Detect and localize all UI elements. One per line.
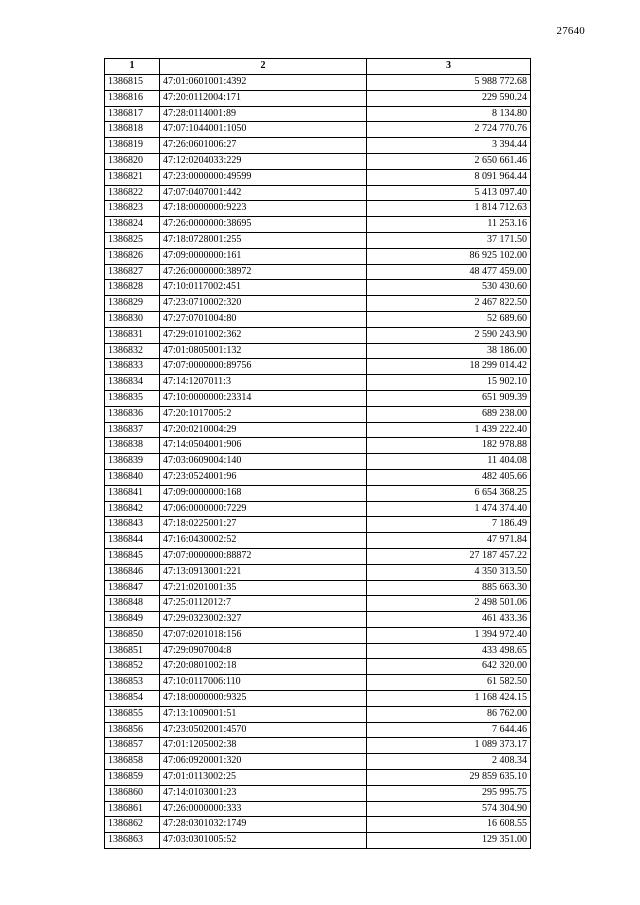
table-row — [105, 596, 531, 612]
cadastral-value-cell: 11 404.08 — [367, 454, 531, 470]
row-number-cell: 1386854 — [105, 691, 160, 707]
cadastral-number-cell: 47:01:1205002:38 — [160, 738, 367, 754]
row-number-cell: 1386831 — [105, 327, 160, 343]
cadastral-number-cell: 47:18:0000000:9223 — [160, 201, 367, 217]
header-row — [105, 59, 531, 75]
cadastral-value-cell: 2 724 770.76 — [367, 122, 531, 138]
cadastral-number-cell: 47:07:0000000:89756 — [160, 359, 367, 375]
table-row — [105, 311, 531, 327]
table-row — [105, 454, 531, 470]
cadastral-value-cell: 2 408.34 — [367, 754, 531, 770]
row-number-cell: 1386830 — [105, 311, 160, 327]
row-number-cell: 1386829 — [105, 296, 160, 312]
cadastral-value-cell: 8 134.80 — [367, 106, 531, 122]
cadastral-value-cell: 38 186.00 — [367, 343, 531, 359]
row-number-cell: 1386827 — [105, 264, 160, 280]
table-row — [105, 754, 531, 770]
cadastral-number-cell: 47:29:0907004:8 — [160, 643, 367, 659]
table-row — [105, 375, 531, 391]
table-row — [105, 501, 531, 517]
cadastral-number-cell: 47:06:0000000:7229 — [160, 501, 367, 517]
row-number-cell: 1386850 — [105, 627, 160, 643]
row-number-cell: 1386851 — [105, 643, 160, 659]
table-row — [105, 580, 531, 596]
cadastral-value-cell: 182 978.88 — [367, 438, 531, 454]
cadastral-value-cell: 61 582.50 — [367, 675, 531, 691]
table-row — [105, 485, 531, 501]
page-number: 27640 — [556, 25, 585, 37]
table-row — [105, 533, 531, 549]
row-number-cell: 1386844 — [105, 533, 160, 549]
cadastral-value-cell: 482 405.66 — [367, 469, 531, 485]
table-row — [105, 564, 531, 580]
cadastral-value-cell: 7 186.49 — [367, 517, 531, 533]
cadastral-value-cell: 48 477 459.00 — [367, 264, 531, 280]
row-number-cell: 1386824 — [105, 217, 160, 233]
cadastral-number-cell: 47:29:0323002:327 — [160, 612, 367, 628]
cadastral-number-cell: 47:20:0210004:29 — [160, 422, 367, 438]
row-number-cell: 1386853 — [105, 675, 160, 691]
table-row — [105, 327, 531, 343]
cadastral-number-cell: 47:26:0000000:38695 — [160, 217, 367, 233]
row-number-cell: 1386849 — [105, 612, 160, 628]
table-row — [105, 801, 531, 817]
table-row — [105, 548, 531, 564]
cadastral-number-cell: 47:13:1009001:51 — [160, 706, 367, 722]
table-row — [105, 627, 531, 643]
row-number-cell: 1386817 — [105, 106, 160, 122]
cadastral-number-cell: 47:14:0504001:906 — [160, 438, 367, 454]
cadastral-number-cell: 47:23:0000000:49599 — [160, 169, 367, 185]
table-row — [105, 185, 531, 201]
cadastral-number-cell: 47:20:0112004:171 — [160, 90, 367, 106]
cadastral-value-cell: 574 304.90 — [367, 801, 531, 817]
cadastral-number-cell: 47:13:0913001:221 — [160, 564, 367, 580]
cadastral-number-cell: 47:10:0000000:23314 — [160, 390, 367, 406]
row-number-cell: 1386861 — [105, 801, 160, 817]
table-row — [105, 106, 531, 122]
cadastral-value-cell: 11 253.16 — [367, 217, 531, 233]
cadastral-value-cell: 16 608.55 — [367, 817, 531, 833]
cadastral-value-cell: 651 909.39 — [367, 390, 531, 406]
cadastral-number-cell: 47:23:0524001:96 — [160, 469, 367, 485]
table-row — [105, 122, 531, 138]
cadastral-number-cell: 47:18:0000000:9325 — [160, 691, 367, 707]
column-header-1: 1 — [105, 59, 160, 75]
table-row — [105, 469, 531, 485]
cadastral-value-cell: 52 689.60 — [367, 311, 531, 327]
table-row — [105, 659, 531, 675]
cadastral-number-cell: 47:09:0000000:161 — [160, 248, 367, 264]
cadastral-value-cell: 530 430.60 — [367, 280, 531, 296]
cadastral-value-cell: 129 351.00 — [367, 833, 531, 849]
row-number-cell: 1386842 — [105, 501, 160, 517]
table-row — [105, 390, 531, 406]
table-row — [105, 517, 531, 533]
cadastral-value-cell: 18 299 014.42 — [367, 359, 531, 375]
row-number-cell: 1386840 — [105, 469, 160, 485]
cadastral-value-cell: 2 590 243.90 — [367, 327, 531, 343]
row-number-cell: 1386856 — [105, 722, 160, 738]
cadastral-number-cell: 47:01:0805001:132 — [160, 343, 367, 359]
cadastral-number-cell: 47:07:0407001:442 — [160, 185, 367, 201]
row-number-cell: 1386846 — [105, 564, 160, 580]
row-number-cell: 1386816 — [105, 90, 160, 106]
row-number-cell: 1386837 — [105, 422, 160, 438]
row-number-cell: 1386862 — [105, 817, 160, 833]
cadastral-value-cell: 433 498.65 — [367, 643, 531, 659]
cadastral-number-cell: 47:14:1207011:3 — [160, 375, 367, 391]
cadastral-number-cell: 47:23:0710002:320 — [160, 296, 367, 312]
row-number-cell: 1386859 — [105, 770, 160, 786]
row-number-cell: 1386836 — [105, 406, 160, 422]
row-number-cell: 1386847 — [105, 580, 160, 596]
cadastral-value-cell: 229 590.24 — [367, 90, 531, 106]
row-number-cell: 1386839 — [105, 454, 160, 470]
row-number-cell: 1386820 — [105, 153, 160, 169]
row-number-cell: 1386833 — [105, 359, 160, 375]
table-row — [105, 343, 531, 359]
cadastral-number-cell: 47:14:0103001:23 — [160, 785, 367, 801]
table-row — [105, 264, 531, 280]
row-number-cell: 1386855 — [105, 706, 160, 722]
cadastral-number-cell: 47:10:0117002:451 — [160, 280, 367, 296]
cadastral-number-cell: 47:01:0601001:4392 — [160, 75, 367, 91]
table-row — [105, 691, 531, 707]
table-row — [105, 248, 531, 264]
cadastral-value-cell: 8 091 964.44 — [367, 169, 531, 185]
cadastral-number-cell: 47:20:1017005:2 — [160, 406, 367, 422]
table-row — [105, 722, 531, 738]
column-header-3: 3 — [367, 59, 531, 75]
table-row — [105, 422, 531, 438]
cadastral-value-cell: 461 433.36 — [367, 612, 531, 628]
cadastral-number-cell: 47:26:0000000:38972 — [160, 264, 367, 280]
table-row — [105, 90, 531, 106]
row-number-cell: 1386819 — [105, 138, 160, 154]
cadastral-value-table — [104, 58, 531, 849]
table-row — [105, 438, 531, 454]
row-number-cell: 1386818 — [105, 122, 160, 138]
row-number-cell: 1386834 — [105, 375, 160, 391]
table-row — [105, 138, 531, 154]
cadastral-value-cell: 86 762.00 — [367, 706, 531, 722]
cadastral-value-cell: 689 238.00 — [367, 406, 531, 422]
cadastral-value-cell: 37 171.50 — [367, 232, 531, 248]
row-number-cell: 1386841 — [105, 485, 160, 501]
cadastral-value-cell: 1 814 712.63 — [367, 201, 531, 217]
row-number-cell: 1386860 — [105, 785, 160, 801]
table-row — [105, 612, 531, 628]
cadastral-number-cell: 47:29:0101002:362 — [160, 327, 367, 343]
cadastral-number-cell: 47:07:0201018:156 — [160, 627, 367, 643]
row-number-cell: 1386857 — [105, 738, 160, 754]
cadastral-value-cell: 1 439 222.40 — [367, 422, 531, 438]
cadastral-number-cell: 47:21:0201001:35 — [160, 580, 367, 596]
cadastral-number-cell: 47:18:0728001:255 — [160, 232, 367, 248]
row-number-cell: 1386821 — [105, 169, 160, 185]
cadastral-number-cell: 47:26:0601006:27 — [160, 138, 367, 154]
row-number-cell: 1386815 — [105, 75, 160, 91]
table-row — [105, 706, 531, 722]
row-number-cell: 1386832 — [105, 343, 160, 359]
table-row — [105, 153, 531, 169]
table-row — [105, 75, 531, 91]
table-row — [105, 817, 531, 833]
cadastral-value-cell: 47 971.84 — [367, 533, 531, 549]
cadastral-number-cell: 47:26:0000000:333 — [160, 801, 367, 817]
table-row — [105, 785, 531, 801]
cadastral-value-cell: 27 187 457.22 — [367, 548, 531, 564]
cadastral-number-cell: 47:23:0502001:4570 — [160, 722, 367, 738]
row-number-cell: 1386863 — [105, 833, 160, 849]
table-header — [105, 59, 531, 75]
cadastral-number-cell: 47:09:0000000:168 — [160, 485, 367, 501]
cadastral-value-cell: 1 089 373.17 — [367, 738, 531, 754]
cadastral-number-cell: 47:12:0204033:229 — [160, 153, 367, 169]
cadastral-number-cell: 47:25:0112012:7 — [160, 596, 367, 612]
row-number-cell: 1386826 — [105, 248, 160, 264]
cadastral-number-cell: 47:07:1044001:1050 — [160, 122, 367, 138]
cadastral-number-cell: 47:03:0301005:52 — [160, 833, 367, 849]
row-number-cell: 1386848 — [105, 596, 160, 612]
cadastral-number-cell: 47:28:0301032:1749 — [160, 817, 367, 833]
row-number-cell: 1386825 — [105, 232, 160, 248]
cadastral-value-cell: 5 988 772.68 — [367, 75, 531, 91]
row-number-cell: 1386858 — [105, 754, 160, 770]
row-number-cell: 1386828 — [105, 280, 160, 296]
table-row — [105, 296, 531, 312]
table-row — [105, 201, 531, 217]
cadastral-number-cell: 47:18:0225001:27 — [160, 517, 367, 533]
cadastral-number-cell: 47:28:0114001:89 — [160, 106, 367, 122]
cadastral-value-cell: 5 413 097.40 — [367, 185, 531, 201]
cadastral-value-cell: 1 394 972.40 — [367, 627, 531, 643]
cadastral-value-cell: 2 467 822.50 — [367, 296, 531, 312]
row-number-cell: 1386838 — [105, 438, 160, 454]
cadastral-number-cell: 47:27:0701004:80 — [160, 311, 367, 327]
row-number-cell: 1386845 — [105, 548, 160, 564]
cadastral-value-cell: 2 650 661.46 — [367, 153, 531, 169]
column-header-2: 2 — [160, 59, 367, 75]
cadastral-number-cell: 47:01:0113002:25 — [160, 770, 367, 786]
table-row — [105, 675, 531, 691]
cadastral-value-cell: 3 394.44 — [367, 138, 531, 154]
table-row — [105, 169, 531, 185]
table-row — [105, 770, 531, 786]
row-number-cell: 1386843 — [105, 517, 160, 533]
row-number-cell: 1386822 — [105, 185, 160, 201]
cadastral-value-cell: 295 995.75 — [367, 785, 531, 801]
row-number-cell: 1386835 — [105, 390, 160, 406]
cadastral-number-cell: 47:20:0801002:18 — [160, 659, 367, 675]
cadastral-number-cell: 47:07:0000000:88872 — [160, 548, 367, 564]
cadastral-value-cell: 86 925 102.00 — [367, 248, 531, 264]
table-row — [105, 217, 531, 233]
cadastral-value-cell: 15 902.10 — [367, 375, 531, 391]
cadastral-value-cell: 6 654 368.25 — [367, 485, 531, 501]
table-body — [105, 75, 531, 849]
table-row — [105, 406, 531, 422]
row-number-cell: 1386852 — [105, 659, 160, 675]
cadastral-value-cell: 2 498 501.06 — [367, 596, 531, 612]
cadastral-value-cell: 1 474 374.40 — [367, 501, 531, 517]
cadastral-value-cell: 29 859 635.10 — [367, 770, 531, 786]
table-row — [105, 833, 531, 849]
cadastral-value-cell: 1 168 424.15 — [367, 691, 531, 707]
cadastral-value-cell: 4 350 313.50 — [367, 564, 531, 580]
cadastral-value-cell: 885 663.30 — [367, 580, 531, 596]
table-row — [105, 232, 531, 248]
cadastral-number-cell: 47:03:0609004:140 — [160, 454, 367, 470]
cadastral-value-cell: 642 320.00 — [367, 659, 531, 675]
cadastral-number-cell: 47:06:0920001:320 — [160, 754, 367, 770]
table-row — [105, 643, 531, 659]
cadastral-value-cell: 7 644.46 — [367, 722, 531, 738]
cadastral-number-cell: 47:16:0430002:52 — [160, 533, 367, 549]
cadastral-number-cell: 47:10:0117006:110 — [160, 675, 367, 691]
table-row — [105, 359, 531, 375]
row-number-cell: 1386823 — [105, 201, 160, 217]
table-row — [105, 738, 531, 754]
table-row — [105, 280, 531, 296]
